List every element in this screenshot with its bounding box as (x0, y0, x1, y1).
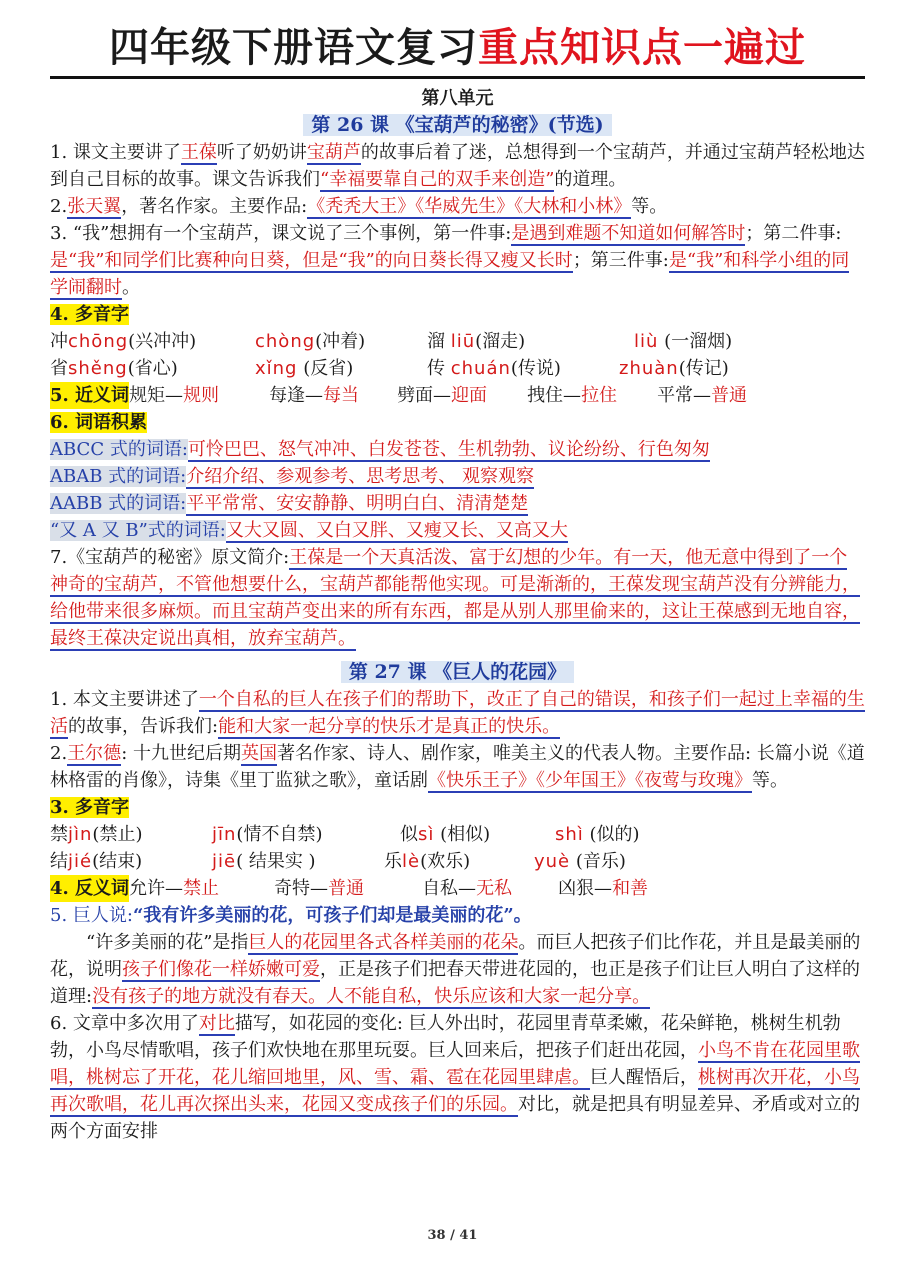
l26-heading-polyphones: 4. 多音字 (50, 304, 130, 325)
l27-item-2: 2.王尔德: 十九世纪后期英国著名作家、诗人、剧作家，唯美主义的代表人物。主要作品: 长篇小说《道林格雷的肖像》，诗集《里丁监狱之歌》，童话剧《快乐王子》《少年国王》《夜莺与玫瑰》等。 (50, 743, 865, 791)
page-title (50, 22, 865, 74)
lesson-26-heading: 第 26 课 《宝葫芦的秘密》(节选) (50, 111, 865, 139)
l27-heading-polyphones: 3. 多音字 (50, 797, 130, 818)
l26-polyphone-row-1: 冲chōng(兴冲冲) chòng(冲着) 溜 liū(溜走) liù (一溜烟) (50, 331, 733, 352)
l26-words-abcc: ABCC 式的词语:可怜巴巴、怒气冲冲、白发苍苍、生机勃勃、议论纷纷、行色匆匆 (50, 439, 710, 460)
l27-antonyms: 4. 反义词 允许—禁止 奇特—普通 自私—无私 凶狠—和善 (50, 875, 865, 902)
l26-synonyms: 5. 近义词 规矩—规则 每逢—每当 劈面—迎面 拽住—拉住 平常—普通 (50, 382, 865, 409)
title-rule (50, 76, 865, 79)
page-number: 38 / 41 (427, 1228, 478, 1243)
l26-words-abab: ABAB 式的词语:介绍介绍、参观参考、思考思考、 观察观察 (50, 466, 534, 487)
l27-item-1: 1. 本文主要讲述了一个自私的巨人在孩子们的帮助下，改正了自己的错误，和孩子们一起过上幸福的生活的故事，告诉我们:能和大家一起分享的快乐才是真正的快乐。 (50, 689, 865, 737)
l26-polyphone-row-2: 省shěng(省心) xǐng (反省) 传 chuán(传说) zhuàn(传记) (50, 358, 729, 379)
lesson-27-heading: 第 27 课 《巨人的花园》 (50, 658, 865, 686)
l26-heading-words: 6. 词语积累 (50, 412, 148, 433)
l27-item-5: 5. 巨人说:“我有许多美丽的花，可孩子们却是最美丽的花”。 (50, 905, 532, 926)
l26-item-1: 1. 课文主要讲了王葆听了奶奶讲宝葫芦的故事后着了迷，总想得到一个宝葫芦，并通过宝葫芦轻松地达到自己目标的故事。课文告诉我们“幸福要靠自己的双手来创造”的道理。 (50, 142, 865, 190)
l27-polyphone-row-1: 禁jìn(禁止) jīn(情不自禁) 似sì (相似) shì (似的) (50, 824, 640, 845)
l27-item-5-explain: “许多美丽的花”是指巨人的花园里各式各样美丽的花朵。而巨人把孩子们比作花，并且是最美丽的花，说明孩子们像花一样娇嫩可爱，正是孩子们把春天带进花园的，也正是孩子们让巨人明白了这样的道理:没有孩子的地方就没有春天。人不能自私，快乐应该和大家一起分享。 (50, 932, 861, 1007)
l26-item-3: 3. “我”想拥有一个宝葫芦，课文说了三个事例，第一件事:是遇到难题不知道如何解答时；第二件事:是“我”和同学们比赛种向日葵，但是“我”的向日葵长得又瘦又长时；第三件事:是“我”和科学小组的同学闹翻时。 (50, 223, 850, 298)
title-black: 四年级下册语文复习 (109, 25, 478, 71)
l26-item-2: 2.张天翼，著名作家。主要作品:《秃秃大王》《华威先生》《大林和小林》等。 (50, 196, 668, 217)
l27-item-6: 6. 文章中多次用了对比描写，如花园的变化: 巨人外出时，花园里青草柔嫩，花朵鲜艳，桃树生机勃勃，小鸟尽情歌唱，孩子们欢快地在那里玩耍。巨人回来后，把孩子们赶出花园，小鸟不肯在花园里歌唱，桃树忘了开花，花儿缩回地里，风、雪、霜、雹在花园里肆虐。巨人醒悟后，桃树再次开花，小鸟再次歌唱，花儿再次探出头来，花园又变成孩子们的乐园。对比，就是把具有明显差异、矛盾或对立的两个方面安排 (50, 1013, 860, 1142)
title-red: 重点知识点一遍过 (478, 25, 806, 71)
l26-words-youayoub: “又 A 又 B”式的词语:又大又圆、又白又胖、又瘦又长、又高又大 (50, 520, 568, 541)
unit-heading: 第八单元 (421, 88, 494, 109)
l26-item-7: 7.《宝葫芦的秘密》原文简介:王葆是一个天真活泼、富于幻想的少年。有一天，他无意中得到了一个神奇的宝葫芦，不管他想要什么，宝葫芦都能帮他实现。可是渐渐的，王葆发现宝葫芦没有分辨能力，给他带来很多麻烦。而且宝葫芦变出来的所有东西，都是从别人那里偷来的，这让王葆感到无地自容，最终王葆决定说出真相，放弃宝葫芦。 (50, 547, 860, 649)
l27-polyphone-row-2: 结jié(结束) jiē( 结果实 ) 乐lè(欢乐) yuè (音乐) (50, 851, 626, 872)
l26-words-aabb: AABB 式的词语:平平常常、安安静静、明明白白、清清楚楚 (50, 493, 529, 514)
